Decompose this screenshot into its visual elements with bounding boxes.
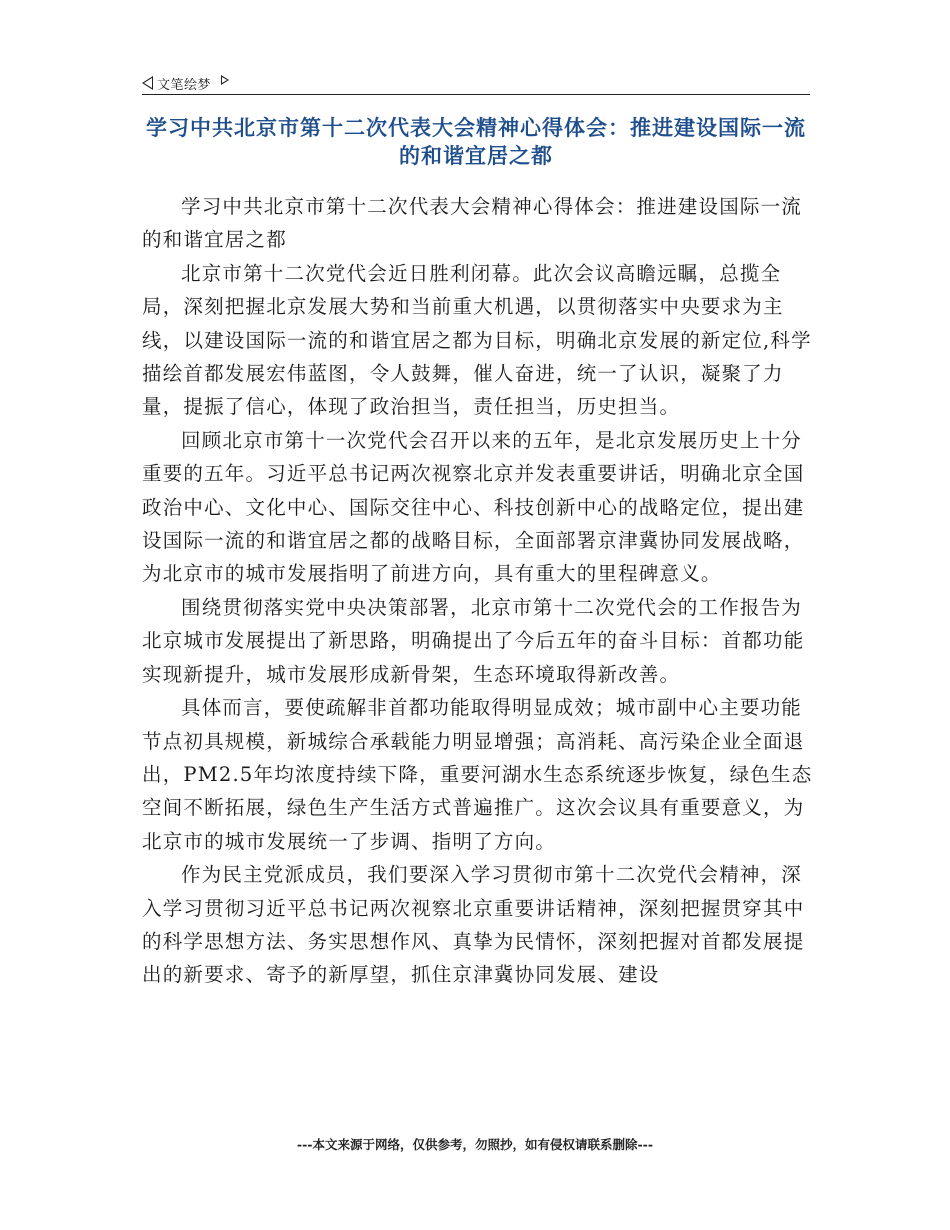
paragraph: 北京市第十二次党代会近日胜利闭幕。此次会议高瞻远瞩，总揽全局，深刻把握北京发展大势和当前重大机遇，以贯彻落实中央要求为主线，以建设国际一流的和谐宜居之都为目标，明确北京发展的新定位,科学描绘首都发展宏伟蓝图，令人鼓舞，催人奋进，统一了认识，凝聚了力量，提振了信心，体现了政治担当，责任担当，历史担当。: [142, 261, 812, 419]
triangle-left-icon: [142, 76, 153, 90]
document-title: 学习中共北京市第十二次代表大会精神心得体会：推进建设国际一流的和谐宜居之都: [146, 115, 806, 168]
page-header: [142, 72, 810, 95]
paragraph: 回顾北京市第十一次党代会召开以来的五年，是北京发展历史上十分重要的五年。习近平总书记两次视察北京并发表重要讲话，明确北京全国政治中心、文化中心、国际交往中心、科技创新中心的战略定位，提出建设国际一流的和谐宜居之都的战略目标，全面部署京津冀协同发展战略，为北京市的城市发展指明了前进方向，具有重大的里程碑意义。: [142, 428, 805, 586]
document-body: [142, 190, 818, 992]
paragraph: 具体而言，要使疏解非首都功能取得明显成效；城市副中心主要功能节点初具规模，新城综合承载能力明显增强；高消耗、高污染企业全面退出，PM2.5年均浓度持续下降，重要河湖水生态系统逐步恢复，绿色生态空间不断拓展，绿色生产生活方式普遍推广。这次会议具有重要意义，为北京市的城市发展统一了步调、指明了方向。: [142, 696, 813, 853]
paragraph: 作为民主党派成员，我们要深入学习贯彻市第十二次党代会精神，深入学习贯彻习近平总书记两次视察北京重要讲话精神，深刻把握贯穿其中的科学思想方法、务实思想作风、真挚为民情怀，深刻把握对首都发展提出的新要求、寄予的新厚望，抓住京津冀协同发展、建设: [142, 863, 805, 987]
paragraph: 学习中共北京市第十二次代表大会精神心得体会：推进建设国际一流的和谐宜居之都: [142, 195, 803, 252]
page-footer: ---本文来源于网络，仅供参考，勿照抄，如有侵权请联系删除---: [296, 1137, 654, 1152]
triangle-right-icon: [221, 75, 229, 85]
header-brand: 文笔绘梦: [157, 77, 212, 93]
paragraph: 围绕贯彻落实党中央决策部署，北京市第十二次党代会的工作报告为北京城市发展提出了新思路，明确提出了今后五年的奋斗目标：首都功能实现新提升，城市发展形成新骨架，生态环境取得新改善。: [142, 595, 805, 686]
